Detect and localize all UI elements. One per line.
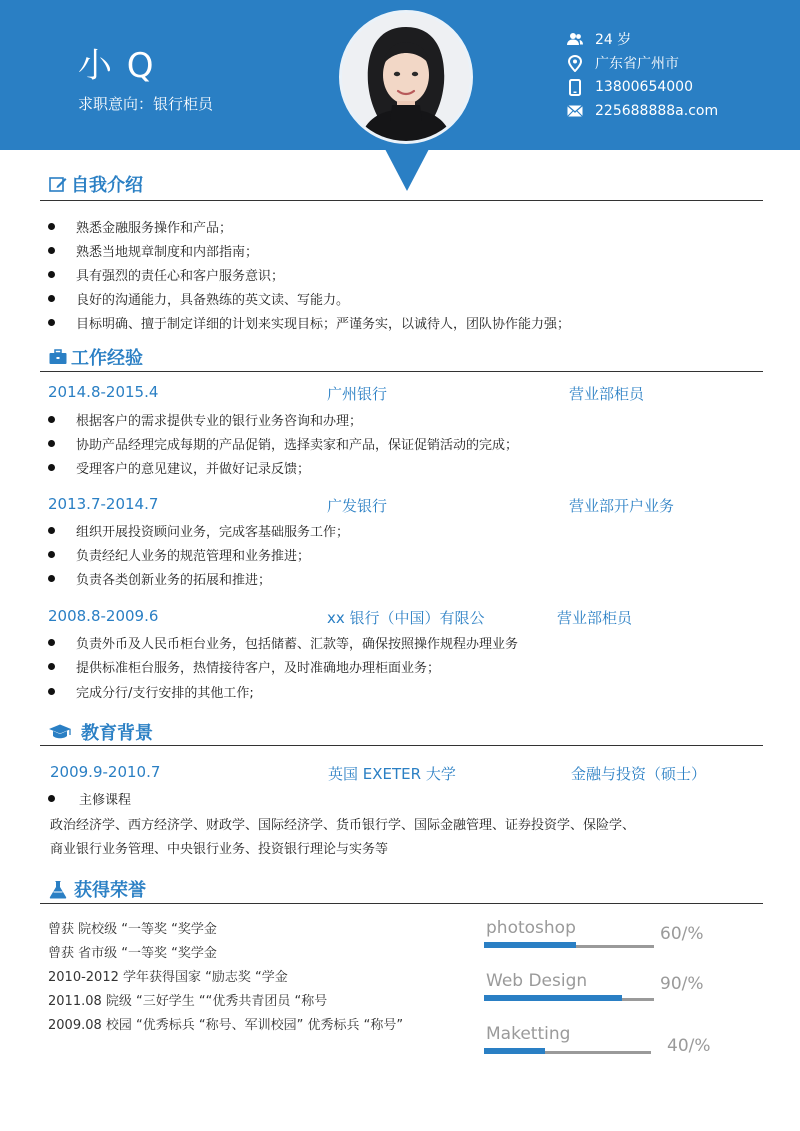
honor-item: 曾获 院校级 “一等奖 “奖学金 [48, 922, 217, 937]
honor-item: 2009.08 校园 “优秀标兵 “称号、军训校园” 优秀标兵 “称号” [48, 1018, 404, 1033]
briefcase-icon [48, 347, 68, 367]
contact-email: 225688888a.com [566, 101, 718, 121]
job-role: 营业部柜员 [569, 385, 645, 403]
skill-level-bar [484, 995, 622, 1001]
honor-item: 曾获 省市级 “一等奖 “奖学金 [48, 946, 217, 961]
profile-photo [339, 10, 473, 144]
course-list-line: 政治经济学、西方经济学、财政学、国际经济学、货币银行学、国际金融管理、证券投资学、保险学、 [50, 818, 636, 833]
skill-label: Web Design [486, 971, 588, 991]
job-period: 2013.7-2014.7 [48, 495, 159, 513]
phone-icon [566, 78, 584, 96]
skill-percent: 40/% [667, 1036, 711, 1056]
course-list-line: 商业银行业务管理、中央银行业务、投资银行理论与实务等 [50, 842, 389, 857]
list-item: 完成分行/支行安排的其他工作; [48, 682, 254, 701]
job-period: 2014.8-2015.4 [48, 383, 159, 401]
job-period: 2008.8-2009.6 [48, 607, 159, 625]
list-item: 良好的沟通能力，具备熟练的英文读、写能力。 [48, 289, 349, 308]
edu-period: 2009.9-2010.7 [50, 763, 161, 781]
list-item: 协助产品经理完成每期的产品促销，选择卖家和产品，保证促销活动的完成； [48, 434, 518, 453]
flask-icon [48, 879, 68, 899]
job-company: 广州银行 [327, 385, 388, 403]
list-item: 受理客户的意见建议，并做好记录反馈； [48, 458, 310, 477]
edu-school: 英国 EXETER 大学 [328, 765, 456, 783]
job-role: 营业部开户业务 [569, 497, 675, 515]
job-role: 营业部柜员 [557, 609, 633, 627]
section-education-heading: 教育背景 [48, 719, 153, 745]
header-pointer [385, 149, 429, 191]
candidate-name: 小 Q [78, 46, 156, 86]
list-item: 熟悉当地规章制度和内部指南； [48, 241, 258, 260]
skill-percent: 90/% [660, 974, 704, 994]
mail-icon [566, 102, 584, 120]
list-item: 提供标准柜台服务，热情接待客户，及时准确地办理柜面业务； [48, 657, 440, 676]
job-company: xx 银行（中国）有限公 [327, 609, 485, 627]
section-honors-heading: 获得荣誉 [48, 876, 146, 902]
list-item: 熟悉金融服务操作和产品； [48, 217, 232, 236]
section-divider [40, 745, 763, 746]
section-divider [40, 200, 763, 201]
graduation-cap-icon [48, 722, 72, 742]
list-item: 负责各类创新业务的拓展和推进； [48, 569, 271, 588]
edit-icon [48, 174, 68, 194]
honor-item: 2010-2012 学年获得国家 “励志奖 “学金 [48, 970, 288, 985]
header-banner [0, 0, 800, 150]
list-item: 主修课程 [48, 789, 131, 808]
users-icon [566, 30, 584, 48]
list-item: 具有强烈的责任心和客户服务意识； [48, 265, 284, 284]
edu-major: 金融与投资（硕士） [571, 765, 707, 783]
skill-label: Maketting [486, 1024, 571, 1044]
section-intro-heading: 自我介绍 [48, 171, 143, 197]
skill-label: photoshop [486, 918, 576, 938]
contact-phone: 13800654000 [566, 77, 693, 97]
list-item: 目标明确、擅于制定详细的计划来实现目标；严谨务实，以诚待人，团队协作能力强； [48, 313, 570, 332]
contact-location: 广东省广州市 [566, 53, 679, 73]
list-item: 根据客户的需求提供专业的银行业务咨询和办理； [48, 410, 362, 429]
location-pin-icon [566, 54, 584, 72]
job-company: 广发银行 [327, 497, 388, 515]
section-divider [40, 371, 763, 372]
skill-level-bar [484, 1048, 545, 1054]
contact-age: 24 岁 [566, 29, 631, 49]
list-item: 负责外币及人民币柜台业务，包括储蓄、汇款等，确保按照操作规程办理业务 [48, 633, 518, 652]
job-intent: 求职意向：银行柜员 [78, 95, 214, 113]
honor-item: 2011.08 院级 “三好学生 ““优秀共青团员 “称号 [48, 994, 328, 1009]
skill-percent: 60/% [660, 924, 704, 944]
section-divider [40, 903, 763, 904]
list-item: 组织开展投资顾问业务，完成客基础服务工作； [48, 521, 349, 540]
skill-level-bar [484, 942, 576, 948]
section-work-heading: 工作经验 [48, 344, 143, 370]
list-item: 负责经纪人业务的规范管理和业务推进； [48, 545, 310, 564]
